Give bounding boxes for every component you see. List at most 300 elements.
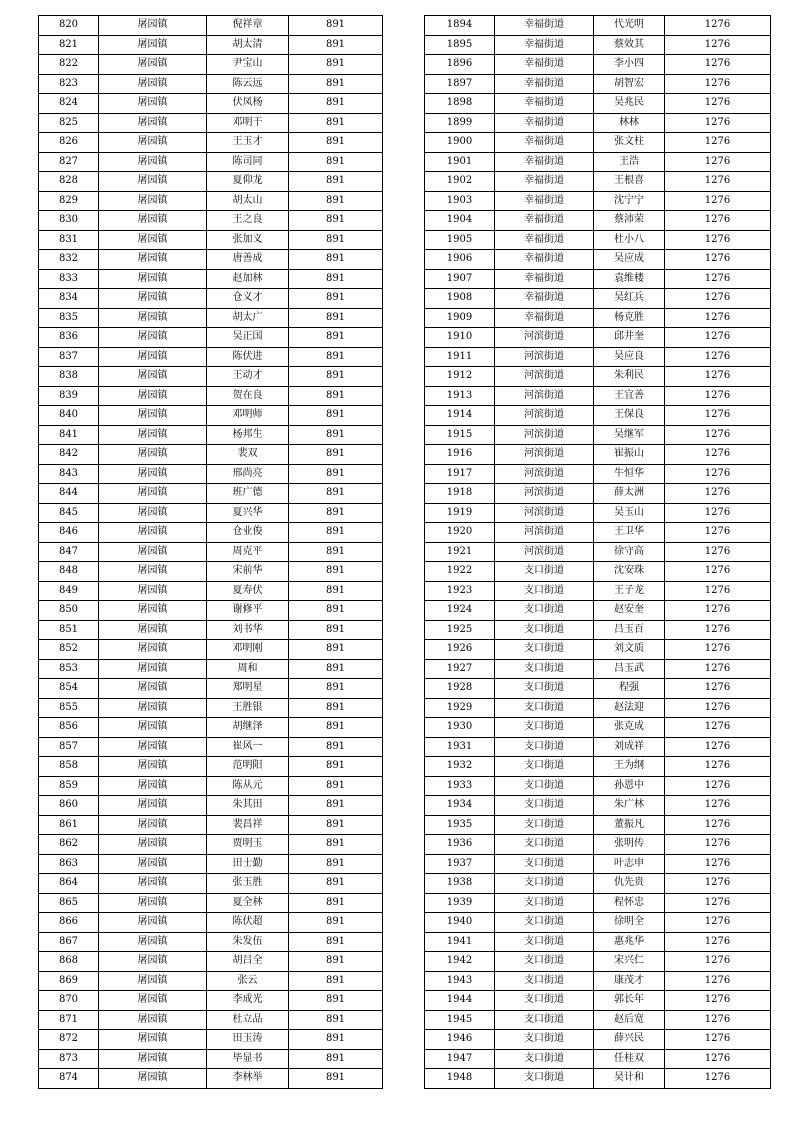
person-name-cell: 毕显书 bbox=[207, 1049, 289, 1069]
township-cell: 幸福街道 bbox=[495, 191, 594, 211]
serial-number-cell: 852 bbox=[39, 640, 99, 660]
person-name-cell: 王卫华 bbox=[594, 523, 665, 543]
serial-number-cell: 1934 bbox=[425, 796, 495, 816]
township-cell: 支口街道 bbox=[495, 562, 594, 582]
township-cell: 支口街道 bbox=[495, 659, 594, 679]
amount-cell: 1276 bbox=[665, 347, 771, 367]
person-name-cell: 沈宁宁 bbox=[594, 191, 665, 211]
amount-cell: 1276 bbox=[665, 757, 771, 777]
serial-number-cell: 1903 bbox=[425, 191, 495, 211]
table-row bbox=[39, 113, 383, 133]
township-cell: 幸福街道 bbox=[495, 94, 594, 114]
person-name-cell: 邓明干 bbox=[207, 113, 289, 133]
amount-cell: 1276 bbox=[665, 659, 771, 679]
serial-number-cell: 1931 bbox=[425, 737, 495, 757]
table-row bbox=[39, 211, 383, 231]
serial-number-cell: 1938 bbox=[425, 874, 495, 894]
person-name-cell: 王之良 bbox=[207, 211, 289, 231]
table-row bbox=[39, 35, 383, 55]
person-name-cell: 谢修平 bbox=[207, 601, 289, 621]
township-cell: 河滨街道 bbox=[495, 542, 594, 562]
serial-number-cell: 1927 bbox=[425, 659, 495, 679]
serial-number-cell: 829 bbox=[39, 191, 99, 211]
township-cell: 幸福街道 bbox=[495, 250, 594, 270]
table-row bbox=[425, 620, 771, 640]
serial-number-cell: 1939 bbox=[425, 893, 495, 913]
amount-cell: 891 bbox=[289, 250, 383, 270]
amount-cell: 891 bbox=[289, 1069, 383, 1089]
serial-number-cell: 1943 bbox=[425, 971, 495, 991]
person-name-cell: 杜立品 bbox=[207, 1010, 289, 1030]
table-row bbox=[39, 1069, 383, 1089]
township-cell: 支口街道 bbox=[495, 835, 594, 855]
serial-number-cell: 860 bbox=[39, 796, 99, 816]
amount-cell: 891 bbox=[289, 386, 383, 406]
serial-number-cell: 1941 bbox=[425, 932, 495, 952]
amount-cell: 1276 bbox=[665, 386, 771, 406]
table-row bbox=[39, 640, 383, 660]
amount-cell: 1276 bbox=[665, 815, 771, 835]
serial-number-cell: 872 bbox=[39, 1030, 99, 1050]
person-name-cell: 薛兴民 bbox=[594, 1030, 665, 1050]
table-row bbox=[39, 367, 383, 387]
person-name-cell: 裴双 bbox=[207, 445, 289, 465]
serial-number-cell: 1908 bbox=[425, 289, 495, 309]
person-name-cell: 王保良 bbox=[594, 406, 665, 426]
serial-number-cell: 833 bbox=[39, 269, 99, 289]
serial-number-cell: 1897 bbox=[425, 74, 495, 94]
person-name-cell: 邓明师 bbox=[207, 406, 289, 426]
serial-number-cell: 1945 bbox=[425, 1010, 495, 1030]
serial-number-cell: 1894 bbox=[425, 16, 495, 36]
person-name-cell: 夏寿伏 bbox=[207, 581, 289, 601]
amount-cell: 1276 bbox=[665, 874, 771, 894]
township-cell: 屠园镇 bbox=[99, 601, 207, 621]
table-row bbox=[425, 991, 771, 1011]
amount-cell: 1276 bbox=[665, 971, 771, 991]
table-row bbox=[425, 133, 771, 153]
table-row bbox=[39, 679, 383, 699]
person-name-cell: 胡智宏 bbox=[594, 74, 665, 94]
table-row bbox=[39, 718, 383, 738]
serial-number-cell: 837 bbox=[39, 347, 99, 367]
serial-number-cell: 850 bbox=[39, 601, 99, 621]
amount-cell: 891 bbox=[289, 601, 383, 621]
table-row bbox=[425, 289, 771, 309]
township-cell: 支口街道 bbox=[495, 796, 594, 816]
amount-cell: 891 bbox=[289, 620, 383, 640]
table-row bbox=[425, 776, 771, 796]
table-row bbox=[425, 425, 771, 445]
person-name-cell: 李成光 bbox=[207, 991, 289, 1011]
serial-number-cell: 1906 bbox=[425, 250, 495, 270]
table-row bbox=[39, 308, 383, 328]
amount-cell: 891 bbox=[289, 1030, 383, 1050]
amount-cell: 891 bbox=[289, 1010, 383, 1030]
serial-number-cell: 854 bbox=[39, 679, 99, 699]
amount-cell: 1276 bbox=[665, 152, 771, 172]
township-cell: 河滨街道 bbox=[495, 425, 594, 445]
amount-cell: 891 bbox=[289, 796, 383, 816]
serial-number-cell: 1926 bbox=[425, 640, 495, 660]
person-name-cell: 陈云远 bbox=[207, 74, 289, 94]
person-name-cell: 薛太洲 bbox=[594, 484, 665, 504]
serial-number-cell: 871 bbox=[39, 1010, 99, 1030]
township-cell: 支口街道 bbox=[495, 1030, 594, 1050]
township-cell: 屠园镇 bbox=[99, 523, 207, 543]
township-cell: 屠园镇 bbox=[99, 620, 207, 640]
serial-number-cell: 1915 bbox=[425, 425, 495, 445]
amount-cell: 891 bbox=[289, 230, 383, 250]
person-name-cell: 崔风一 bbox=[207, 737, 289, 757]
table-row bbox=[39, 1049, 383, 1069]
township-cell: 屠园镇 bbox=[99, 172, 207, 192]
township-cell: 屠园镇 bbox=[99, 55, 207, 75]
township-cell: 屠园镇 bbox=[99, 796, 207, 816]
township-cell: 幸福街道 bbox=[495, 172, 594, 192]
serial-number-cell: 1936 bbox=[425, 835, 495, 855]
amount-cell: 891 bbox=[289, 640, 383, 660]
township-cell: 屠园镇 bbox=[99, 230, 207, 250]
table-row bbox=[39, 581, 383, 601]
township-cell: 屠园镇 bbox=[99, 679, 207, 699]
table-row bbox=[39, 698, 383, 718]
serial-number-cell: 862 bbox=[39, 835, 99, 855]
township-cell: 屠园镇 bbox=[99, 1049, 207, 1069]
person-name-cell: 吴玉山 bbox=[594, 503, 665, 523]
person-name-cell: 王为纲 bbox=[594, 757, 665, 777]
person-name-cell: 郑明星 bbox=[207, 679, 289, 699]
serial-number-cell: 1895 bbox=[425, 35, 495, 55]
township-cell: 屠园镇 bbox=[99, 971, 207, 991]
person-name-cell: 赵安奎 bbox=[594, 601, 665, 621]
amount-cell: 891 bbox=[289, 464, 383, 484]
township-cell: 幸福街道 bbox=[495, 74, 594, 94]
township-cell: 支口街道 bbox=[495, 1049, 594, 1069]
table-row bbox=[425, 952, 771, 972]
amount-cell: 1276 bbox=[665, 679, 771, 699]
person-name-cell: 蔡效其 bbox=[594, 35, 665, 55]
serial-number-cell: 1910 bbox=[425, 328, 495, 348]
table-row bbox=[39, 854, 383, 874]
serial-number-cell: 1925 bbox=[425, 620, 495, 640]
table-row bbox=[425, 874, 771, 894]
table-row bbox=[39, 562, 383, 582]
serial-number-cell: 1914 bbox=[425, 406, 495, 426]
table-row bbox=[425, 796, 771, 816]
township-cell: 河滨街道 bbox=[495, 328, 594, 348]
amount-cell: 891 bbox=[289, 425, 383, 445]
serial-number-cell: 1923 bbox=[425, 581, 495, 601]
person-name-cell: 袁维楼 bbox=[594, 269, 665, 289]
serial-number-cell: 857 bbox=[39, 737, 99, 757]
person-name-cell: 王宜善 bbox=[594, 386, 665, 406]
person-name-cell: 赵后宽 bbox=[594, 1010, 665, 1030]
serial-number-cell: 845 bbox=[39, 503, 99, 523]
township-cell: 屠园镇 bbox=[99, 659, 207, 679]
amount-cell: 891 bbox=[289, 1049, 383, 1069]
person-name-cell: 裴昌祥 bbox=[207, 815, 289, 835]
person-name-cell: 张明传 bbox=[594, 835, 665, 855]
serial-number-cell: 1901 bbox=[425, 152, 495, 172]
table-row bbox=[425, 172, 771, 192]
township-cell: 幸福街道 bbox=[495, 289, 594, 309]
table-row bbox=[425, 542, 771, 562]
amount-cell: 1276 bbox=[665, 250, 771, 270]
person-name-cell: 胡吕全 bbox=[207, 952, 289, 972]
amount-cell: 891 bbox=[289, 172, 383, 192]
amount-cell: 891 bbox=[289, 16, 383, 36]
table-row bbox=[425, 367, 771, 387]
amount-cell: 1276 bbox=[665, 1049, 771, 1069]
table-row bbox=[425, 94, 771, 114]
amount-cell: 1276 bbox=[665, 425, 771, 445]
table-row bbox=[425, 1069, 771, 1089]
serial-number-cell: 873 bbox=[39, 1049, 99, 1069]
amount-cell: 891 bbox=[289, 347, 383, 367]
serial-number-cell: 822 bbox=[39, 55, 99, 75]
amount-cell: 1276 bbox=[665, 562, 771, 582]
township-cell: 屠园镇 bbox=[99, 991, 207, 1011]
amount-cell: 891 bbox=[289, 191, 383, 211]
amount-cell: 1276 bbox=[665, 1069, 771, 1089]
township-cell: 支口街道 bbox=[495, 776, 594, 796]
amount-cell: 891 bbox=[289, 406, 383, 426]
township-cell: 河滨街道 bbox=[495, 464, 594, 484]
serial-number-cell: 1905 bbox=[425, 230, 495, 250]
township-cell: 屠园镇 bbox=[99, 640, 207, 660]
township-cell: 支口街道 bbox=[495, 581, 594, 601]
amount-cell: 891 bbox=[289, 113, 383, 133]
person-name-cell: 刘文质 bbox=[594, 640, 665, 660]
township-cell: 屠园镇 bbox=[99, 776, 207, 796]
person-name-cell: 崔振山 bbox=[594, 445, 665, 465]
person-name-cell: 胡太山 bbox=[207, 191, 289, 211]
township-cell: 屠园镇 bbox=[99, 718, 207, 738]
amount-cell: 891 bbox=[289, 484, 383, 504]
township-cell: 屠园镇 bbox=[99, 464, 207, 484]
amount-cell: 1276 bbox=[665, 776, 771, 796]
amount-cell: 891 bbox=[289, 367, 383, 387]
amount-cell: 1276 bbox=[665, 113, 771, 133]
amount-cell: 1276 bbox=[665, 542, 771, 562]
amount-cell: 1276 bbox=[665, 991, 771, 1011]
township-cell: 河滨街道 bbox=[495, 445, 594, 465]
serial-number-cell: 827 bbox=[39, 152, 99, 172]
amount-cell: 1276 bbox=[665, 640, 771, 660]
serial-number-cell: 1916 bbox=[425, 445, 495, 465]
township-cell: 屠园镇 bbox=[99, 328, 207, 348]
serial-number-cell: 1896 bbox=[425, 55, 495, 75]
amount-cell: 891 bbox=[289, 932, 383, 952]
table-row bbox=[425, 835, 771, 855]
serial-number-cell: 1907 bbox=[425, 269, 495, 289]
serial-number-cell: 844 bbox=[39, 484, 99, 504]
person-name-cell: 杨克胜 bbox=[594, 308, 665, 328]
amount-cell: 1276 bbox=[665, 16, 771, 36]
township-cell: 屠园镇 bbox=[99, 932, 207, 952]
person-name-cell: 胡太广 bbox=[207, 308, 289, 328]
serial-number-cell: 1898 bbox=[425, 94, 495, 114]
person-name-cell: 陈伏进 bbox=[207, 347, 289, 367]
amount-cell: 891 bbox=[289, 971, 383, 991]
amount-cell: 1276 bbox=[665, 133, 771, 153]
serial-number-cell: 849 bbox=[39, 581, 99, 601]
person-name-cell: 吴正国 bbox=[207, 328, 289, 348]
person-name-cell: 吴应成 bbox=[594, 250, 665, 270]
serial-number-cell: 855 bbox=[39, 698, 99, 718]
person-name-cell: 夏仰龙 bbox=[207, 172, 289, 192]
amount-cell: 1276 bbox=[665, 718, 771, 738]
table-row bbox=[425, 55, 771, 75]
amount-cell: 1276 bbox=[665, 74, 771, 94]
serial-number-cell: 1918 bbox=[425, 484, 495, 504]
amount-cell: 891 bbox=[289, 35, 383, 55]
person-name-cell: 吴红兵 bbox=[594, 289, 665, 309]
serial-number-cell: 861 bbox=[39, 815, 99, 835]
table-row bbox=[39, 932, 383, 952]
table-row bbox=[39, 737, 383, 757]
person-name-cell: 刘书华 bbox=[207, 620, 289, 640]
serial-number-cell: 1946 bbox=[425, 1030, 495, 1050]
person-name-cell: 胡太清 bbox=[207, 35, 289, 55]
table-row bbox=[39, 913, 383, 933]
table-row bbox=[39, 542, 383, 562]
township-cell: 屠园镇 bbox=[99, 893, 207, 913]
serial-number-cell: 1919 bbox=[425, 503, 495, 523]
table-row bbox=[425, 815, 771, 835]
left-register-body bbox=[39, 16, 383, 1089]
table-row bbox=[425, 230, 771, 250]
person-name-cell: 倪祥章 bbox=[207, 16, 289, 36]
township-cell: 屠园镇 bbox=[99, 152, 207, 172]
person-name-cell: 周克平 bbox=[207, 542, 289, 562]
amount-cell: 1276 bbox=[665, 308, 771, 328]
serial-number-cell: 828 bbox=[39, 172, 99, 192]
serial-number-cell: 1909 bbox=[425, 308, 495, 328]
table-row bbox=[39, 425, 383, 445]
amount-cell: 1276 bbox=[665, 230, 771, 250]
township-cell: 屠园镇 bbox=[99, 347, 207, 367]
person-name-cell: 夏兴华 bbox=[207, 503, 289, 523]
amount-cell: 891 bbox=[289, 698, 383, 718]
amount-cell: 1276 bbox=[665, 913, 771, 933]
serial-number-cell: 1935 bbox=[425, 815, 495, 835]
township-cell: 屠园镇 bbox=[99, 94, 207, 114]
person-name-cell: 陈司同 bbox=[207, 152, 289, 172]
township-cell: 屠园镇 bbox=[99, 35, 207, 55]
amount-cell: 891 bbox=[289, 523, 383, 543]
township-cell: 屠园镇 bbox=[99, 542, 207, 562]
person-name-cell: 吴计和 bbox=[594, 1069, 665, 1089]
table-row bbox=[425, 913, 771, 933]
township-cell: 屠园镇 bbox=[99, 386, 207, 406]
serial-number-cell: 835 bbox=[39, 308, 99, 328]
amount-cell: 1276 bbox=[665, 1010, 771, 1030]
amount-cell: 891 bbox=[289, 679, 383, 699]
person-name-cell: 仓义才 bbox=[207, 289, 289, 309]
amount-cell: 891 bbox=[289, 718, 383, 738]
serial-number-cell: 838 bbox=[39, 367, 99, 387]
person-name-cell: 孙恩中 bbox=[594, 776, 665, 796]
table-row bbox=[425, 35, 771, 55]
table-row bbox=[425, 308, 771, 328]
serial-number-cell: 856 bbox=[39, 718, 99, 738]
amount-cell: 1276 bbox=[665, 191, 771, 211]
township-cell: 屠园镇 bbox=[99, 250, 207, 270]
person-name-cell: 吴兆民 bbox=[594, 94, 665, 114]
amount-cell: 1276 bbox=[665, 328, 771, 348]
serial-number-cell: 859 bbox=[39, 776, 99, 796]
amount-cell: 891 bbox=[289, 328, 383, 348]
serial-number-cell: 1928 bbox=[425, 679, 495, 699]
table-row bbox=[39, 445, 383, 465]
township-cell: 支口街道 bbox=[495, 1010, 594, 1030]
serial-number-cell: 841 bbox=[39, 425, 99, 445]
person-name-cell: 程怀忠 bbox=[594, 893, 665, 913]
amount-cell: 1276 bbox=[665, 269, 771, 289]
amount-cell: 1276 bbox=[665, 835, 771, 855]
amount-cell: 891 bbox=[289, 308, 383, 328]
table-row bbox=[425, 698, 771, 718]
township-cell: 支口街道 bbox=[495, 893, 594, 913]
table-row bbox=[39, 152, 383, 172]
township-cell: 屠园镇 bbox=[99, 211, 207, 231]
serial-number-cell: 1899 bbox=[425, 113, 495, 133]
amount-cell: 1276 bbox=[665, 581, 771, 601]
amount-cell: 1276 bbox=[665, 464, 771, 484]
table-row bbox=[425, 893, 771, 913]
table-row bbox=[425, 562, 771, 582]
person-name-cell: 沈安珠 bbox=[594, 562, 665, 582]
person-name-cell: 林林 bbox=[594, 113, 665, 133]
serial-number-cell: 1924 bbox=[425, 601, 495, 621]
person-name-cell: 陈伏超 bbox=[207, 913, 289, 933]
amount-cell: 1276 bbox=[665, 620, 771, 640]
table-row bbox=[39, 971, 383, 991]
serial-number-cell: 1904 bbox=[425, 211, 495, 231]
amount-cell: 1276 bbox=[665, 932, 771, 952]
person-name-cell: 任桂双 bbox=[594, 1049, 665, 1069]
serial-number-cell: 821 bbox=[39, 35, 99, 55]
township-cell: 支口街道 bbox=[495, 601, 594, 621]
amount-cell: 891 bbox=[289, 133, 383, 153]
table-row bbox=[425, 269, 771, 289]
amount-cell: 891 bbox=[289, 776, 383, 796]
amount-cell: 891 bbox=[289, 562, 383, 582]
table-row bbox=[39, 991, 383, 1011]
table-row bbox=[39, 94, 383, 114]
township-cell: 河滨街道 bbox=[495, 406, 594, 426]
amount-cell: 891 bbox=[289, 737, 383, 757]
table-row bbox=[425, 74, 771, 94]
table-row bbox=[425, 191, 771, 211]
person-name-cell: 郭长年 bbox=[594, 991, 665, 1011]
serial-number-cell: 831 bbox=[39, 230, 99, 250]
person-name-cell: 程强 bbox=[594, 679, 665, 699]
amount-cell: 891 bbox=[289, 913, 383, 933]
person-name-cell: 惠兆华 bbox=[594, 932, 665, 952]
serial-number-cell: 1921 bbox=[425, 542, 495, 562]
amount-cell: 891 bbox=[289, 835, 383, 855]
table-row bbox=[425, 406, 771, 426]
person-name-cell: 王根喜 bbox=[594, 172, 665, 192]
township-cell: 屠园镇 bbox=[99, 854, 207, 874]
township-cell: 幸福街道 bbox=[495, 269, 594, 289]
township-cell: 支口街道 bbox=[495, 854, 594, 874]
person-name-cell: 康茂才 bbox=[594, 971, 665, 991]
serial-number-cell: 851 bbox=[39, 620, 99, 640]
